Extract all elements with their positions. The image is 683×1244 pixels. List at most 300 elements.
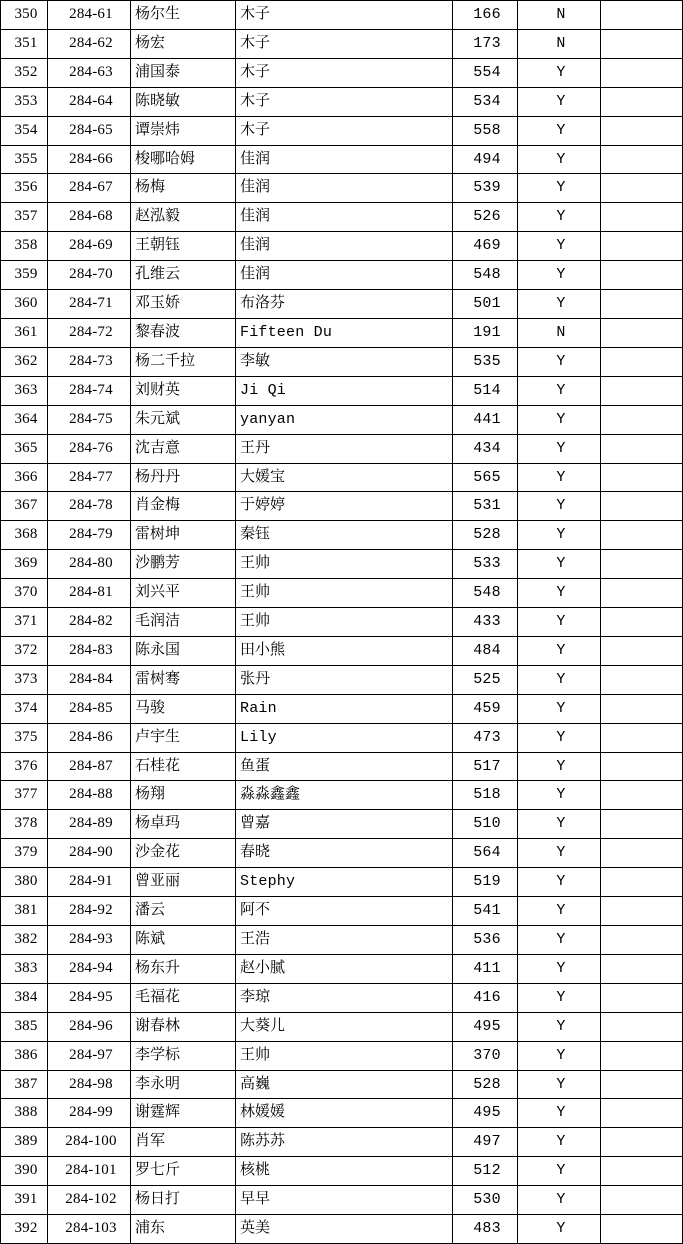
cell-amount[interactable]: 554: [453, 58, 518, 87]
cell-name[interactable]: 浦国泰: [131, 58, 236, 87]
cell-name[interactable]: 潘云: [131, 897, 236, 926]
cell-name[interactable]: 杨宏: [131, 29, 236, 58]
cell-index[interactable]: 376: [1, 752, 48, 781]
cell-code[interactable]: 284-77: [48, 463, 131, 492]
cell-flag[interactable]: Y: [518, 1012, 601, 1041]
cell-code[interactable]: 284-64: [48, 87, 131, 116]
cell-extra[interactable]: [601, 290, 683, 319]
cell-alias[interactable]: 布洛芬: [236, 290, 453, 319]
cell-name[interactable]: 罗七斤: [131, 1157, 236, 1186]
cell-index[interactable]: 374: [1, 694, 48, 723]
cell-flag[interactable]: Y: [518, 579, 601, 608]
cell-extra[interactable]: [601, 636, 683, 665]
cell-extra[interactable]: [601, 116, 683, 145]
cell-flag[interactable]: Y: [518, 1215, 601, 1244]
cell-amount[interactable]: 166: [453, 1, 518, 30]
cell-extra[interactable]: [601, 318, 683, 347]
table-row[interactable]: [1, 810, 683, 839]
cell-extra[interactable]: [601, 723, 683, 752]
cell-code[interactable]: 284-79: [48, 521, 131, 550]
cell-amount[interactable]: 528: [453, 521, 518, 550]
cell-name[interactable]: 刘兴平: [131, 579, 236, 608]
cell-alias[interactable]: 秦钰: [236, 521, 453, 550]
cell-amount[interactable]: 548: [453, 261, 518, 290]
cell-name[interactable]: 谢春林: [131, 1012, 236, 1041]
cell-extra[interactable]: [601, 954, 683, 983]
cell-alias[interactable]: 李琼: [236, 983, 453, 1012]
cell-index[interactable]: 382: [1, 926, 48, 955]
cell-alias[interactable]: 大媛宝: [236, 463, 453, 492]
cell-extra[interactable]: [601, 521, 683, 550]
cell-code[interactable]: 284-61: [48, 1, 131, 30]
cell-amount[interactable]: 411: [453, 954, 518, 983]
cell-alias[interactable]: 佳润: [236, 145, 453, 174]
cell-alias[interactable]: Lily: [236, 723, 453, 752]
cell-code[interactable]: 284-82: [48, 608, 131, 637]
cell-extra[interactable]: [601, 983, 683, 1012]
cell-alias[interactable]: 木子: [236, 1, 453, 30]
cell-amount[interactable]: 536: [453, 926, 518, 955]
cell-flag[interactable]: Y: [518, 405, 601, 434]
cell-index[interactable]: 377: [1, 781, 48, 810]
cell-name[interactable]: 沙鹏芳: [131, 550, 236, 579]
cell-extra[interactable]: [601, 1070, 683, 1099]
cell-alias[interactable]: yanyan: [236, 405, 453, 434]
cell-extra[interactable]: [601, 261, 683, 290]
cell-flag[interactable]: Y: [518, 145, 601, 174]
table-row[interactable]: [1, 897, 683, 926]
cell-name[interactable]: 马骏: [131, 694, 236, 723]
table-row[interactable]: [1, 405, 683, 434]
cell-name[interactable]: 杨翔: [131, 781, 236, 810]
cell-extra[interactable]: [601, 405, 683, 434]
cell-code[interactable]: 284-89: [48, 810, 131, 839]
cell-name[interactable]: 李学标: [131, 1041, 236, 1070]
cell-code[interactable]: 284-87: [48, 752, 131, 781]
table-row[interactable]: [1, 29, 683, 58]
cell-extra[interactable]: [601, 868, 683, 897]
cell-name[interactable]: 陈斌: [131, 926, 236, 955]
cell-code[interactable]: 284-65: [48, 116, 131, 145]
cell-index[interactable]: 387: [1, 1070, 48, 1099]
cell-index[interactable]: 368: [1, 521, 48, 550]
cell-amount[interactable]: 534: [453, 87, 518, 116]
cell-amount[interactable]: 495: [453, 1012, 518, 1041]
cell-index[interactable]: 357: [1, 203, 48, 232]
cell-alias[interactable]: 佳润: [236, 174, 453, 203]
cell-code[interactable]: 284-71: [48, 290, 131, 319]
cell-amount[interactable]: 495: [453, 1099, 518, 1128]
cell-extra[interactable]: [601, 781, 683, 810]
cell-code[interactable]: 284-78: [48, 492, 131, 521]
cell-extra[interactable]: [601, 58, 683, 87]
cell-alias[interactable]: 曾嘉: [236, 810, 453, 839]
cell-index[interactable]: 381: [1, 897, 48, 926]
cell-name[interactable]: 杨二千拉: [131, 347, 236, 376]
table-row[interactable]: [1, 318, 683, 347]
cell-index[interactable]: 375: [1, 723, 48, 752]
cell-alias[interactable]: 赵小腻: [236, 954, 453, 983]
table-row[interactable]: [1, 492, 683, 521]
cell-code[interactable]: 284-93: [48, 926, 131, 955]
cell-alias[interactable]: 核桃: [236, 1157, 453, 1186]
cell-flag[interactable]: Y: [518, 290, 601, 319]
cell-flag[interactable]: N: [518, 1, 601, 30]
cell-alias[interactable]: Rain: [236, 694, 453, 723]
cell-extra[interactable]: [601, 232, 683, 261]
cell-index[interactable]: 389: [1, 1128, 48, 1157]
cell-alias[interactable]: Stephy: [236, 868, 453, 897]
cell-alias[interactable]: 佳润: [236, 203, 453, 232]
cell-name[interactable]: 沙金花: [131, 839, 236, 868]
cell-amount[interactable]: 565: [453, 463, 518, 492]
cell-extra[interactable]: [601, 492, 683, 521]
table-row[interactable]: [1, 145, 683, 174]
cell-amount[interactable]: 173: [453, 29, 518, 58]
cell-code[interactable]: 284-97: [48, 1041, 131, 1070]
cell-flag[interactable]: Y: [518, 868, 601, 897]
cell-extra[interactable]: [601, 145, 683, 174]
cell-alias[interactable]: 英美: [236, 1215, 453, 1244]
cell-index[interactable]: 366: [1, 463, 48, 492]
cell-amount[interactable]: 531: [453, 492, 518, 521]
cell-alias[interactable]: 鱼蛋: [236, 752, 453, 781]
cell-flag[interactable]: Y: [518, 116, 601, 145]
cell-amount[interactable]: 512: [453, 1157, 518, 1186]
cell-index[interactable]: 385: [1, 1012, 48, 1041]
cell-name[interactable]: 李永明: [131, 1070, 236, 1099]
cell-amount[interactable]: 370: [453, 1041, 518, 1070]
cell-name[interactable]: 孔维云: [131, 261, 236, 290]
cell-flag[interactable]: Y: [518, 434, 601, 463]
cell-alias[interactable]: 王帅: [236, 608, 453, 637]
cell-index[interactable]: 379: [1, 839, 48, 868]
cell-code[interactable]: 284-72: [48, 318, 131, 347]
table-row[interactable]: [1, 665, 683, 694]
table-row[interactable]: [1, 1157, 683, 1186]
cell-name[interactable]: 曾亚丽: [131, 868, 236, 897]
cell-index[interactable]: 364: [1, 405, 48, 434]
cell-extra[interactable]: [601, 1012, 683, 1041]
cell-amount[interactable]: 535: [453, 347, 518, 376]
cell-code[interactable]: 284-95: [48, 983, 131, 1012]
cell-flag[interactable]: Y: [518, 347, 601, 376]
cell-amount[interactable]: 510: [453, 810, 518, 839]
cell-code[interactable]: 284-76: [48, 434, 131, 463]
cell-flag[interactable]: Y: [518, 954, 601, 983]
cell-extra[interactable]: [601, 1215, 683, 1244]
cell-index[interactable]: 386: [1, 1041, 48, 1070]
table-row[interactable]: [1, 694, 683, 723]
table-row[interactable]: [1, 1128, 683, 1157]
table-row[interactable]: [1, 868, 683, 897]
cell-flag[interactable]: Y: [518, 376, 601, 405]
table-row[interactable]: [1, 87, 683, 116]
cell-name[interactable]: 雷树骞: [131, 665, 236, 694]
cell-flag[interactable]: Y: [518, 810, 601, 839]
cell-name[interactable]: 黎春波: [131, 318, 236, 347]
cell-amount[interactable]: 433: [453, 608, 518, 637]
cell-index[interactable]: 390: [1, 1157, 48, 1186]
cell-index[interactable]: 353: [1, 87, 48, 116]
cell-flag[interactable]: Y: [518, 1128, 601, 1157]
cell-flag[interactable]: N: [518, 29, 601, 58]
cell-index[interactable]: 388: [1, 1099, 48, 1128]
cell-index[interactable]: 384: [1, 983, 48, 1012]
cell-amount[interactable]: 416: [453, 983, 518, 1012]
cell-index[interactable]: 373: [1, 665, 48, 694]
table-row[interactable]: [1, 1041, 683, 1070]
cell-name[interactable]: 沈吉意: [131, 434, 236, 463]
cell-amount[interactable]: 514: [453, 376, 518, 405]
table-row[interactable]: [1, 1215, 683, 1244]
cell-index[interactable]: 361: [1, 318, 48, 347]
cell-name[interactable]: 肖金梅: [131, 492, 236, 521]
cell-amount[interactable]: 494: [453, 145, 518, 174]
cell-amount[interactable]: 441: [453, 405, 518, 434]
cell-alias[interactable]: 田小熊: [236, 636, 453, 665]
cell-index[interactable]: 356: [1, 174, 48, 203]
cell-code[interactable]: 284-68: [48, 203, 131, 232]
cell-flag[interactable]: Y: [518, 1070, 601, 1099]
table-row[interactable]: [1, 781, 683, 810]
table-row[interactable]: [1, 347, 683, 376]
cell-extra[interactable]: [601, 1128, 683, 1157]
cell-extra[interactable]: [601, 579, 683, 608]
cell-amount[interactable]: 541: [453, 897, 518, 926]
cell-code[interactable]: 284-80: [48, 550, 131, 579]
cell-code[interactable]: 284-91: [48, 868, 131, 897]
cell-amount[interactable]: 548: [453, 579, 518, 608]
table-row[interactable]: [1, 550, 683, 579]
cell-extra[interactable]: [601, 926, 683, 955]
cell-amount[interactable]: 558: [453, 116, 518, 145]
cell-name[interactable]: 石桂花: [131, 752, 236, 781]
cell-flag[interactable]: Y: [518, 1186, 601, 1215]
cell-extra[interactable]: [601, 550, 683, 579]
cell-code[interactable]: 284-86: [48, 723, 131, 752]
cell-code[interactable]: 284-99: [48, 1099, 131, 1128]
cell-name[interactable]: 梭哪哈姆: [131, 145, 236, 174]
cell-flag[interactable]: Y: [518, 87, 601, 116]
cell-code[interactable]: 284-81: [48, 579, 131, 608]
cell-index[interactable]: 350: [1, 1, 48, 30]
cell-flag[interactable]: Y: [518, 636, 601, 665]
cell-name[interactable]: 杨东升: [131, 954, 236, 983]
cell-amount[interactable]: 459: [453, 694, 518, 723]
table-row[interactable]: [1, 926, 683, 955]
table-row[interactable]: [1, 954, 683, 983]
cell-amount[interactable]: 517: [453, 752, 518, 781]
cell-code[interactable]: 284-85: [48, 694, 131, 723]
table-row[interactable]: [1, 203, 683, 232]
cell-alias[interactable]: 佳润: [236, 232, 453, 261]
cell-index[interactable]: 391: [1, 1186, 48, 1215]
cell-index[interactable]: 352: [1, 58, 48, 87]
table-row[interactable]: [1, 723, 683, 752]
cell-name[interactable]: 雷树坤: [131, 521, 236, 550]
cell-name[interactable]: 王朝钰: [131, 232, 236, 261]
cell-code[interactable]: 284-102: [48, 1186, 131, 1215]
table-row[interactable]: [1, 1186, 683, 1215]
cell-amount[interactable]: 519: [453, 868, 518, 897]
table-row[interactable]: [1, 579, 683, 608]
cell-index[interactable]: 351: [1, 29, 48, 58]
cell-name[interactable]: 杨梅: [131, 174, 236, 203]
cell-alias[interactable]: 王帅: [236, 579, 453, 608]
table-row[interactable]: [1, 261, 683, 290]
cell-alias[interactable]: 春晓: [236, 839, 453, 868]
cell-alias[interactable]: 早早: [236, 1186, 453, 1215]
cell-name[interactable]: 赵泓毅: [131, 203, 236, 232]
cell-name[interactable]: 浦东: [131, 1215, 236, 1244]
table-row[interactable]: [1, 232, 683, 261]
cell-extra[interactable]: [601, 1, 683, 30]
cell-amount[interactable]: 533: [453, 550, 518, 579]
cell-index[interactable]: 383: [1, 954, 48, 983]
table-row[interactable]: [1, 839, 683, 868]
cell-index[interactable]: 369: [1, 550, 48, 579]
cell-amount[interactable]: 497: [453, 1128, 518, 1157]
cell-alias[interactable]: 王浩: [236, 926, 453, 955]
cell-code[interactable]: 284-66: [48, 145, 131, 174]
table-row[interactable]: [1, 1099, 683, 1128]
cell-flag[interactable]: Y: [518, 781, 601, 810]
table-row[interactable]: [1, 983, 683, 1012]
cell-alias[interactable]: 木子: [236, 29, 453, 58]
table-row[interactable]: [1, 174, 683, 203]
table-row[interactable]: [1, 116, 683, 145]
cell-flag[interactable]: Y: [518, 492, 601, 521]
cell-alias[interactable]: 王帅: [236, 1041, 453, 1070]
cell-flag[interactable]: Y: [518, 1157, 601, 1186]
cell-code[interactable]: 284-98: [48, 1070, 131, 1099]
cell-flag[interactable]: N: [518, 318, 601, 347]
cell-amount[interactable]: 564: [453, 839, 518, 868]
cell-flag[interactable]: Y: [518, 694, 601, 723]
cell-name[interactable]: 刘财英: [131, 376, 236, 405]
cell-flag[interactable]: Y: [518, 926, 601, 955]
cell-alias[interactable]: 李敏: [236, 347, 453, 376]
cell-index[interactable]: 371: [1, 608, 48, 637]
cell-alias[interactable]: 王丹: [236, 434, 453, 463]
cell-alias[interactable]: 大葵儿: [236, 1012, 453, 1041]
cell-extra[interactable]: [601, 1099, 683, 1128]
cell-flag[interactable]: Y: [518, 608, 601, 637]
cell-extra[interactable]: [601, 608, 683, 637]
cell-extra[interactable]: [601, 839, 683, 868]
cell-amount[interactable]: 483: [453, 1215, 518, 1244]
cell-index[interactable]: 380: [1, 868, 48, 897]
cell-extra[interactable]: [601, 376, 683, 405]
cell-amount[interactable]: 530: [453, 1186, 518, 1215]
cell-name[interactable]: 杨尔生: [131, 1, 236, 30]
cell-alias[interactable]: Ji Qi: [236, 376, 453, 405]
cell-code[interactable]: 284-84: [48, 665, 131, 694]
cell-extra[interactable]: [601, 347, 683, 376]
cell-extra[interactable]: [601, 87, 683, 116]
table-row[interactable]: [1, 1070, 683, 1099]
cell-flag[interactable]: Y: [518, 550, 601, 579]
cell-amount[interactable]: 525: [453, 665, 518, 694]
table-row[interactable]: [1, 1012, 683, 1041]
cell-amount[interactable]: 434: [453, 434, 518, 463]
cell-code[interactable]: 284-69: [48, 232, 131, 261]
cell-index[interactable]: 378: [1, 810, 48, 839]
table-row[interactable]: [1, 608, 683, 637]
cell-extra[interactable]: [601, 1041, 683, 1070]
cell-name[interactable]: 肖军: [131, 1128, 236, 1157]
cell-flag[interactable]: Y: [518, 261, 601, 290]
table-row[interactable]: [1, 463, 683, 492]
cell-flag[interactable]: Y: [518, 983, 601, 1012]
cell-index[interactable]: 372: [1, 636, 48, 665]
cell-extra[interactable]: [601, 694, 683, 723]
cell-code[interactable]: 284-70: [48, 261, 131, 290]
cell-index[interactable]: 355: [1, 145, 48, 174]
cell-extra[interactable]: [601, 752, 683, 781]
cell-flag[interactable]: Y: [518, 752, 601, 781]
cell-alias[interactable]: 林媛媛: [236, 1099, 453, 1128]
cell-code[interactable]: 284-88: [48, 781, 131, 810]
cell-flag[interactable]: Y: [518, 1099, 601, 1128]
cell-alias[interactable]: Fifteen Du: [236, 318, 453, 347]
cell-alias[interactable]: 陈苏苏: [236, 1128, 453, 1157]
table-row[interactable]: [1, 58, 683, 87]
cell-alias[interactable]: 王帅: [236, 550, 453, 579]
cell-code[interactable]: 284-75: [48, 405, 131, 434]
cell-code[interactable]: 284-74: [48, 376, 131, 405]
cell-flag[interactable]: Y: [518, 521, 601, 550]
cell-extra[interactable]: [601, 665, 683, 694]
cell-extra[interactable]: [601, 1157, 683, 1186]
cell-code[interactable]: 284-94: [48, 954, 131, 983]
cell-alias[interactable]: 淼淼鑫鑫: [236, 781, 453, 810]
cell-index[interactable]: 370: [1, 579, 48, 608]
cell-amount[interactable]: 469: [453, 232, 518, 261]
cell-amount[interactable]: 526: [453, 203, 518, 232]
cell-index[interactable]: 362: [1, 347, 48, 376]
cell-flag[interactable]: Y: [518, 723, 601, 752]
cell-name[interactable]: 朱元斌: [131, 405, 236, 434]
cell-code[interactable]: 284-67: [48, 174, 131, 203]
table-row[interactable]: [1, 434, 683, 463]
table-row[interactable]: [1, 290, 683, 319]
cell-name[interactable]: 陈永国: [131, 636, 236, 665]
cell-extra[interactable]: [601, 29, 683, 58]
cell-code[interactable]: 284-63: [48, 58, 131, 87]
cell-flag[interactable]: Y: [518, 1041, 601, 1070]
cell-amount[interactable]: 528: [453, 1070, 518, 1099]
cell-flag[interactable]: Y: [518, 839, 601, 868]
cell-name[interactable]: 杨日打: [131, 1186, 236, 1215]
cell-alias[interactable]: 于婷婷: [236, 492, 453, 521]
cell-alias[interactable]: 阿不: [236, 897, 453, 926]
cell-alias[interactable]: 木子: [236, 58, 453, 87]
cell-alias[interactable]: 木子: [236, 87, 453, 116]
cell-index[interactable]: 392: [1, 1215, 48, 1244]
cell-flag[interactable]: Y: [518, 463, 601, 492]
cell-name[interactable]: 陈晓敏: [131, 87, 236, 116]
cell-amount[interactable]: 539: [453, 174, 518, 203]
cell-flag[interactable]: Y: [518, 58, 601, 87]
cell-index[interactable]: 354: [1, 116, 48, 145]
cell-code[interactable]: 284-73: [48, 347, 131, 376]
cell-code[interactable]: 284-62: [48, 29, 131, 58]
cell-code[interactable]: 284-92: [48, 897, 131, 926]
cell-extra[interactable]: [601, 463, 683, 492]
cell-alias[interactable]: 张丹: [236, 665, 453, 694]
